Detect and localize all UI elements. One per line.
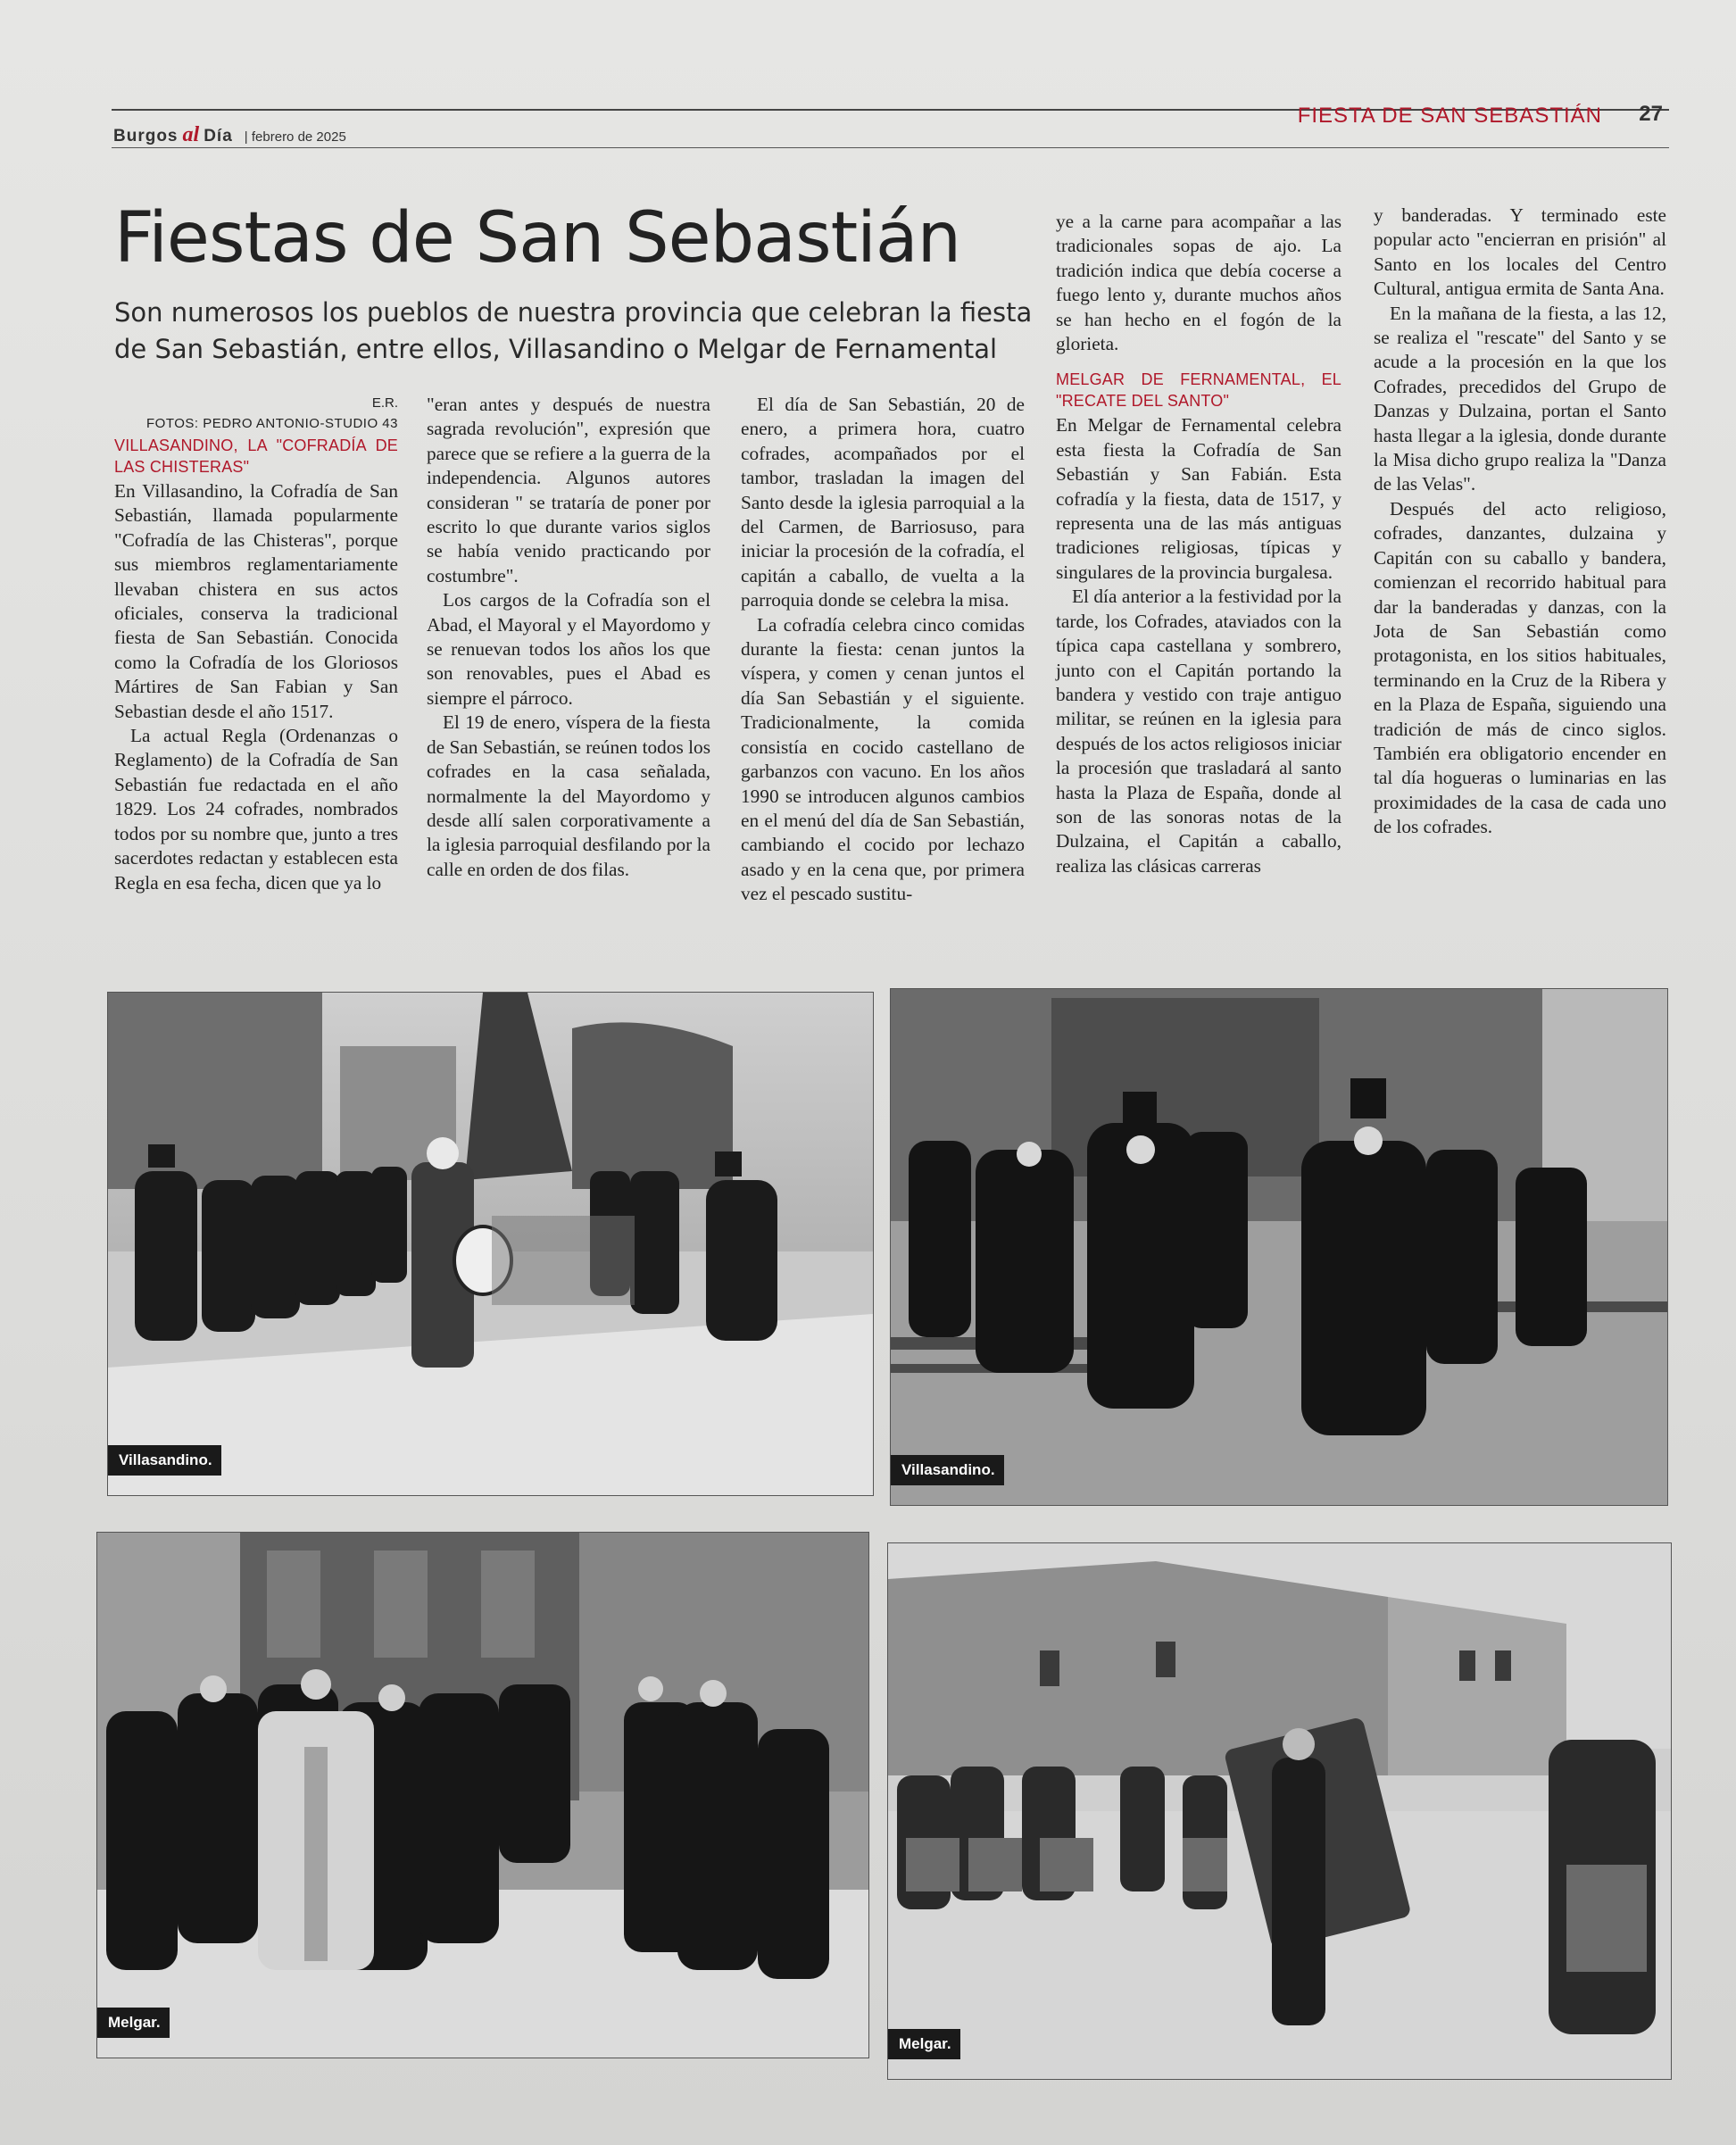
photo-villasandino-procession [107, 992, 874, 1496]
paragraph: La cofradía celebra cinco comidas durante la fiesta: cenan juntos la víspera, y comen y cenan juntos el día San Sebastián y el siguiente. Tradicionalmente, la comida consistía en cocido castellano de garbanzos con vacuno. En los años 1990 se introducen algunos cambios en el menú del día de San Sebastián, cambiando el cocido por lechazo asado y en la cena que, por primera vez el pescado sustitu- [741, 613, 1025, 905]
article-subtitle: Son numerosos los pueblos de nuestra provincia que celebran la fiesta de San Sebastián, entre ellos, Villasandino o Melgar de Fernamental [114, 297, 1033, 364]
photo-caption: Melgar. [97, 2008, 170, 2038]
paragraph: Los cargos de la Cofradía son el Abad, el Mayoral y el Mayordomo y se renuevan todos los años los que son renovables, pues el Abad es siempre el párroco. [427, 589, 710, 709]
paragraph: La actual Regla (Ordenanzas o Reglamento) de la Cofradía de San Sebastián fue redactada en el año 1829. Los 24 cofrades, nombrados todos por su nombre que, junto a tres sacerdotes redactan y establecen esta Regla en esa fecha, dicen que ya lo [114, 725, 398, 894]
paragraph: El día anterior a la festividad por la tarde, los Cofrades, ataviados con la típica capa castellana y sombrero, junto con el Capitán portando la bandera y vestido con traje antiguo militar, se reúnen en la iglesia para después de los actos religiosos iniciar la procesión que trasladará al santo hasta la Plaza de España, donde al son de las sonoras notas de la Dulzaina, el Capitán a caballo, realiza las clásicas carreras [1056, 586, 1341, 877]
paragraph: En la mañana de la fiesta, a las 12, se realiza el "rescate" del Santo y se acude a la procesión en la que los Cofrades, precedidos del Grupo de Danzas y Dulzaina, portan el Santo hasta llegar a la iglesia, donde durante la Misa dicho grupo realiza la "Danza de las Velas". [1374, 302, 1666, 495]
masthead-brand: Burgos [113, 127, 179, 145]
photo-melgar-dance [887, 1542, 1672, 2080]
subhead-melgar: MELGAR DE FERNAMENTAL, EL "RECATE DEL SANTO" [1056, 370, 1341, 411]
author-byline: E.R. [371, 395, 398, 411]
issue-date: febrero de 2025 [251, 129, 346, 145]
article-column-1 [114, 393, 398, 895]
header-rule [112, 147, 1669, 148]
photo-caption: Villasandino. [108, 1445, 221, 1476]
masthead: Burgos al Día | febrero de 2025 [113, 123, 346, 146]
article-column-3 [741, 393, 1025, 907]
article-title: Fiestas de San Sebastián [114, 198, 961, 279]
article-column-2 [427, 393, 710, 882]
photo-caption: Villasandino. [891, 1455, 1004, 1485]
paragraph: El 19 de enero, víspera de la fiesta de San Sebastián, se reúnen todos los cofrades en la casa señalada, normalmente la del Mayordomo y desde allí salen corporativamente a la iglesia parroquial desfilando por la calle en orden de dos filas. [427, 711, 710, 880]
photo-caption: Melgar. [888, 2029, 960, 2059]
page-number: 27 [1639, 102, 1663, 126]
article-column-4 [1056, 210, 1341, 878]
paragraph: Después del acto religioso, cofrades, danzantes, dulzaina y Capitán con su caballo y bandera, comienzan el recorrido habitual para dar la banderadas y danzas, con la Jota de San Sebastián como protagonista, en los sitios habituales, terminando en la Cruz de la Ribera y en la Plaza de España, siguiendo una tradición de más de cinco siglos. También era obligatorio encender en tal día hogueras o luminarias en las proximidades de la casa de cada uno de los cofrades. [1374, 497, 1666, 838]
section-heading: FIESTA DE SAN SEBASTIÁN [1297, 104, 1602, 128]
masthead-brand-al: al [182, 123, 200, 146]
paragraph: y banderadas. Y terminado este popular acto "encierran en prisión" al Santo en los locales del Centro Cultural, antigua ermita de Santa Ana. [1374, 204, 1666, 300]
paragraph: En Villasandino, la Cofradía de San Sebastián, llamada popularmente "Cofradía de las Chisteras", porque sus miembros reglamentariamente llevaban chistera en sus actos oficiales, conserva la tradicional fiesta de San Sebastián. Conocida como la Cofradía de los Gloriosos Mártires de San Fabian y San Sebastian desde el año 1517. [114, 480, 398, 722]
article-column-5 [1374, 204, 1666, 840]
photo-melgar-group [96, 1532, 869, 2058]
photo-villasandino-church [890, 988, 1668, 1506]
masthead-brand-dia: Día [204, 127, 233, 145]
photo-credit: FOTOS: PEDRO ANTONIO-STUDIO 43 [146, 416, 398, 431]
paragraph: "eran antes y después de nuestra sagrada revolución", expresión que parece que se refiere a la guerra de la independencia. Algunos autores consideran " se trataría de poner por escrito lo que durante varios siglos se había venido practicando por costumbre". [427, 394, 710, 586]
paragraph: En Melgar de Fernamental celebra esta fiesta la Cofradía de San Sebastián y San Fabián. Esta cofradía y la fiesta, data de 1517, y representa una de las más antiguas tradiciones religiosas, típicas y singulares de la provincia burgalesa. [1056, 414, 1341, 583]
paragraph: ye a la carne para acompañar a las tradicionales sopas de ajo. La tradición indica que debía cocerse a fuego lento y, durante muchos años se han hecho en el fogón de la glorieta. [1056, 211, 1341, 355]
subhead-villasandino: VILLASANDINO, LA "COFRADÍA DE LAS CHISTERAS" [114, 436, 398, 476]
paragraph: El día de San Sebastián, 20 de enero, a primera hora, cuatro cofrades, acompañados por el tambor, trasladan la imagen del Santo desde la iglesia parroquial a la del Carmen, de Barriosuso, para iniciar la procesión de la cofradía, el capitán a caballo, de vuelta a la parroquia donde se celebra la misa. [741, 394, 1025, 611]
